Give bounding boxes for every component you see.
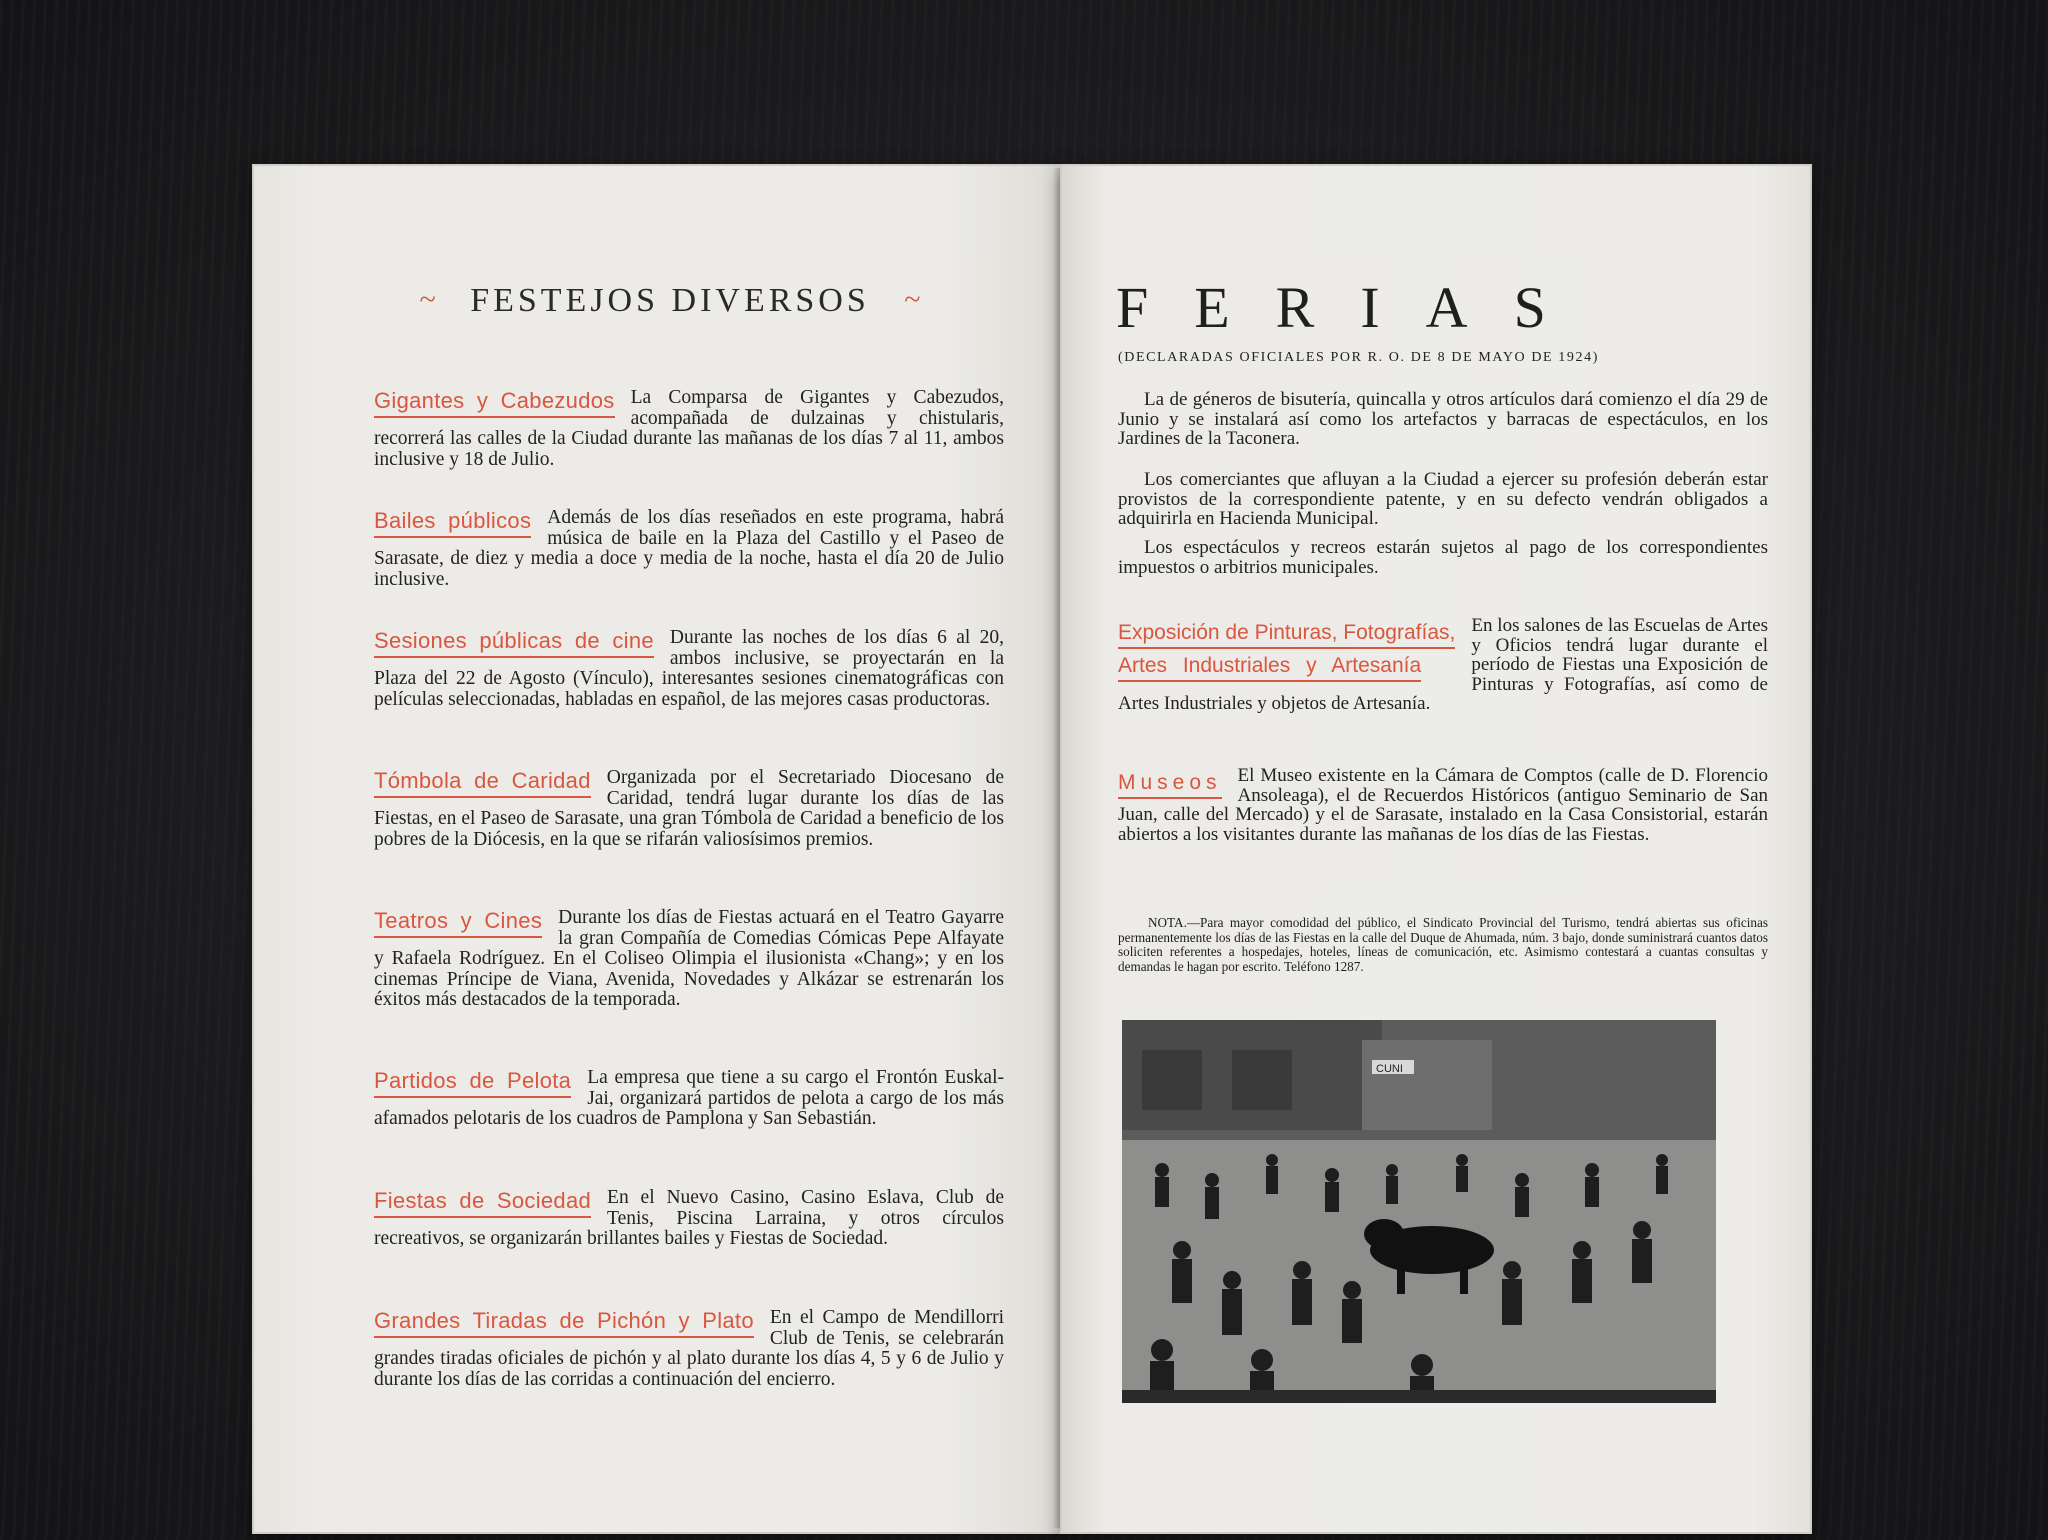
item-gigantes [374, 388, 1004, 470]
museos-title [1118, 766, 1222, 799]
photo-sign-text: CUNI [1376, 1063, 1403, 1075]
museos-text: El Museo existente en la Cámara de Comptos (calle de D. Florencio Ansoleaga), el de Recuerdos Históricos (antiguo Seminario de San Juan, calle del Mercado) y el de Sarasate, instalado en la Casa Consistorial, estarán abiertos a los visitantes durante las mañanas de los días de las Fiestas. [1118, 765, 1768, 845]
item-text: La Comparsa de Gigantes y Cabezudos, acompañada de dulzainas y chistularis, recorrerá las calles de la Ciudad durante las mañanas de los días 7 al 11, ambos inclusive y 18 de Julio. [374, 387, 1004, 470]
item-text: En el Campo de Mendillorri Club de Tenis, se celebrarán grandes tiradas oficiales de pichón y al plato durante los días 4, 5 y 6 de Julio y durante los días de las corridas a continuación del encierro. [374, 1307, 1004, 1390]
item-title: Fiestas de Sociedad [374, 1188, 591, 1218]
item-title: Tómbola de Caridad [374, 768, 591, 798]
ferias-paragraph: Los comerciantes que afluyan a la Ciudad a ejercer su profesión deberán estar provistos de la correspondiente patente, y en su defecto vendrán obligados a adquirirla en Hacienda Municipal. [1118, 469, 1768, 529]
left-heading-text: FESTEJOS DIVERSOS [470, 282, 870, 319]
encierro-photo [1122, 1020, 1716, 1403]
left-page [252, 164, 1072, 1534]
exposicion-section [1118, 616, 1768, 714]
item-title: Partidos de Pelota [374, 1068, 571, 1098]
item-text: En el Nuevo Casino, Casino Eslava, Club de Tenis, Piscina Larraina, y otros círculos recreativos, se organizarán brillantes bailes y Fiestas de Sociedad. [374, 1187, 1004, 1249]
exposicion-title-line2: Artes Industriales y Artesanía [1118, 652, 1421, 682]
exposicion-title-line1: Exposición de Pinturas, Fotografías, [1118, 619, 1455, 649]
item-text: Además de los días reseñados en este programa, habrá música de baile en la Plaza del Castillo y el Paseo de Sarasate, de diez y media a doce y media de la noche, hasta el día 20 de Julio inclusive. [374, 507, 1004, 590]
item-teatros [374, 908, 1004, 1011]
item-text: Organizada por el Secretariado Diocesano de Caridad, tendrá lugar durante los días de las Fiestas, en el Paseo de Sarasate, una gran Tómbola de Caridad a beneficio de los pobres de la Diócesis, en la que se rifarán valiosísimos premios. [374, 767, 1004, 850]
item-text: Durante los días de Fiestas actuará en el Teatro Gayarre la gran Compañía de Comedias Cómicas Pepe Alfayate y Rafaela Rodríguez. En el Coliseo Olimpia el ilusionista «Chang»; y en los cinemas Príncipe de Viana, Avenida, Novedades y Alkázar se estrenarán los éxitos más destacados de la temporada. [374, 907, 1004, 1010]
ferias-paragraph: Los espectáculos y recreos estarán sujetos al pago de los correspondientes impuestos o arbitrios municipales. [1118, 537, 1768, 578]
museos-title-text: Museos [1118, 769, 1222, 799]
nota-text: NOTA.—Para mayor comodidad del público, el Sindicato Provincial del Turismo, tendrá abiertas sus oficinas permanentemente los días de las Fiestas en la calle del Duque de Ahumada, núm. 3 bajo, donde suministrará cuantos datos soliciten referentes a hospedajes, hoteles, líneas de comunicación, etc. Asimismo contestará a cuantas consultas y demandas le hagan por escrito. Teléfono 1287. [1118, 915, 1768, 974]
ferias-heading: FERIAS [1116, 275, 1592, 340]
item-title: Bailes públicos [374, 508, 531, 538]
swash-right: ~ [904, 283, 921, 316]
item-title: Grandes Tiradas de Pichón y Plato [374, 1308, 754, 1338]
item-title: Teatros y Cines [374, 908, 542, 938]
encierro-photo-illustration [1122, 1020, 1716, 1403]
item-cine [374, 628, 1004, 710]
ferias-subheading: (DECLARADAS OFICIALES POR R. O. DE 8 DE MAYO DE 1924) [1118, 350, 1599, 365]
right-page [1060, 164, 1812, 1534]
museos-section [1118, 766, 1768, 844]
exposicion-title [1118, 616, 1455, 682]
item-text: La empresa que tiene a su cargo el Frontón Euskal-Jai, organizará partidos de pelota a cargo de los más afamados pelotaris de los cuadros de Pamplona y San Sebastián. [374, 1067, 1004, 1129]
booklet [248, 160, 1818, 1540]
item-tombola [374, 768, 1004, 850]
swash-left: ~ [419, 283, 436, 316]
ferias-paragraph: La de géneros de bisutería, quincalla y otros artículos dará comienzo el día 29 de Junio y se instalará así como los artefactos y barracas de espectáculos, en los Jardines de la Taconera. [1118, 389, 1768, 449]
item-tiradas [374, 1308, 1004, 1390]
item-pelota [374, 1068, 1004, 1130]
item-sociedad [374, 1188, 1004, 1250]
item-bailes [374, 508, 1004, 590]
exposicion-text: En los salones de las Escuelas de Artes y Oficios tendrá lugar durante el período de Fiestas una Exposición de Pinturas y Fotografías, así como de Artes Industriales y objetos de Artesanía. [1118, 615, 1768, 714]
item-title: Gigantes y Cabezudos [374, 388, 615, 418]
left-heading [370, 282, 970, 320]
item-title: Sesiones públicas de cine [374, 628, 654, 658]
item-text: Durante las noches de los días 6 al 20, ambos inclusive, se proyectarán en la Plaza del 22 de Agosto (Vínculo), interesantes sesiones cinematográficas con películas seleccionadas, habladas en español, de las mejores casas productoras. [374, 627, 1004, 710]
